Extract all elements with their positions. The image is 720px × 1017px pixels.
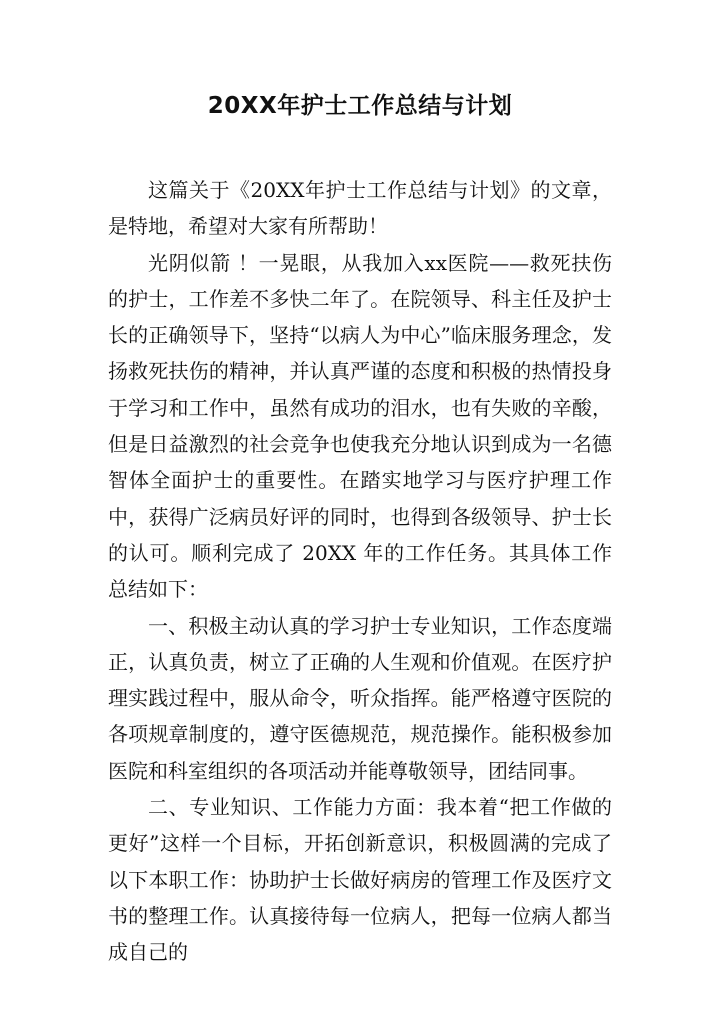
paragraph-overview: 光阴似箭 ！一晃眼，从我加入xx医院——救死扶伤的护士，工作差不多快二年了。在院领导、科主任及护士长的正确领导下，坚持“以病人为中心”临床服务理念，发扬救死扶伤的精神，并认真严谨的态度和积极的热情投身于学习和工作中，虽然有成功的泪水，也有失败的辛酸，但是日益激烈的社会竞争也使我充分地认识到成为一名德智体全面护士的重要性。在踏实地学习与医疗护理工作中，获得广泛病员好评的同时，也得到各级领导、护士长的认可。顺利完成了 20XX 年的工作任务。其具体工作总结如下：: [108, 250, 612, 602]
document-body: [108, 172, 612, 971]
paragraph-section-one: 一、积极主动认真的学习护士专业知识，工作态度端正，认真负责，树立了正确的人生观和价值观。在医疗护理实践过程中，服从命令，听众指挥。能严格遵守医院的各项规章制度的，遵守医德规范，规范操作。能积极参加医院和科室组织的各项活动并能尊敬领导，团结同事。: [108, 613, 612, 783]
document-title: 20XX年护士工作总结与计划: [207, 93, 513, 119]
paragraph-intro: 这篇关于《20XX年护士工作总结与计划》的文章，是特地，希望对大家有所帮助！: [108, 178, 612, 239]
paragraph-section-two: 二、专业知识、工作能力方面：我本着“把工作做的更好”这样一个目标，开拓创新意识，积极圆满的完成了以下本职工作：协助护士长做好病房的管理工作及医疗文书的整理工作。认真接待每一位病人，把每一位病人都当成自己的: [108, 795, 612, 965]
